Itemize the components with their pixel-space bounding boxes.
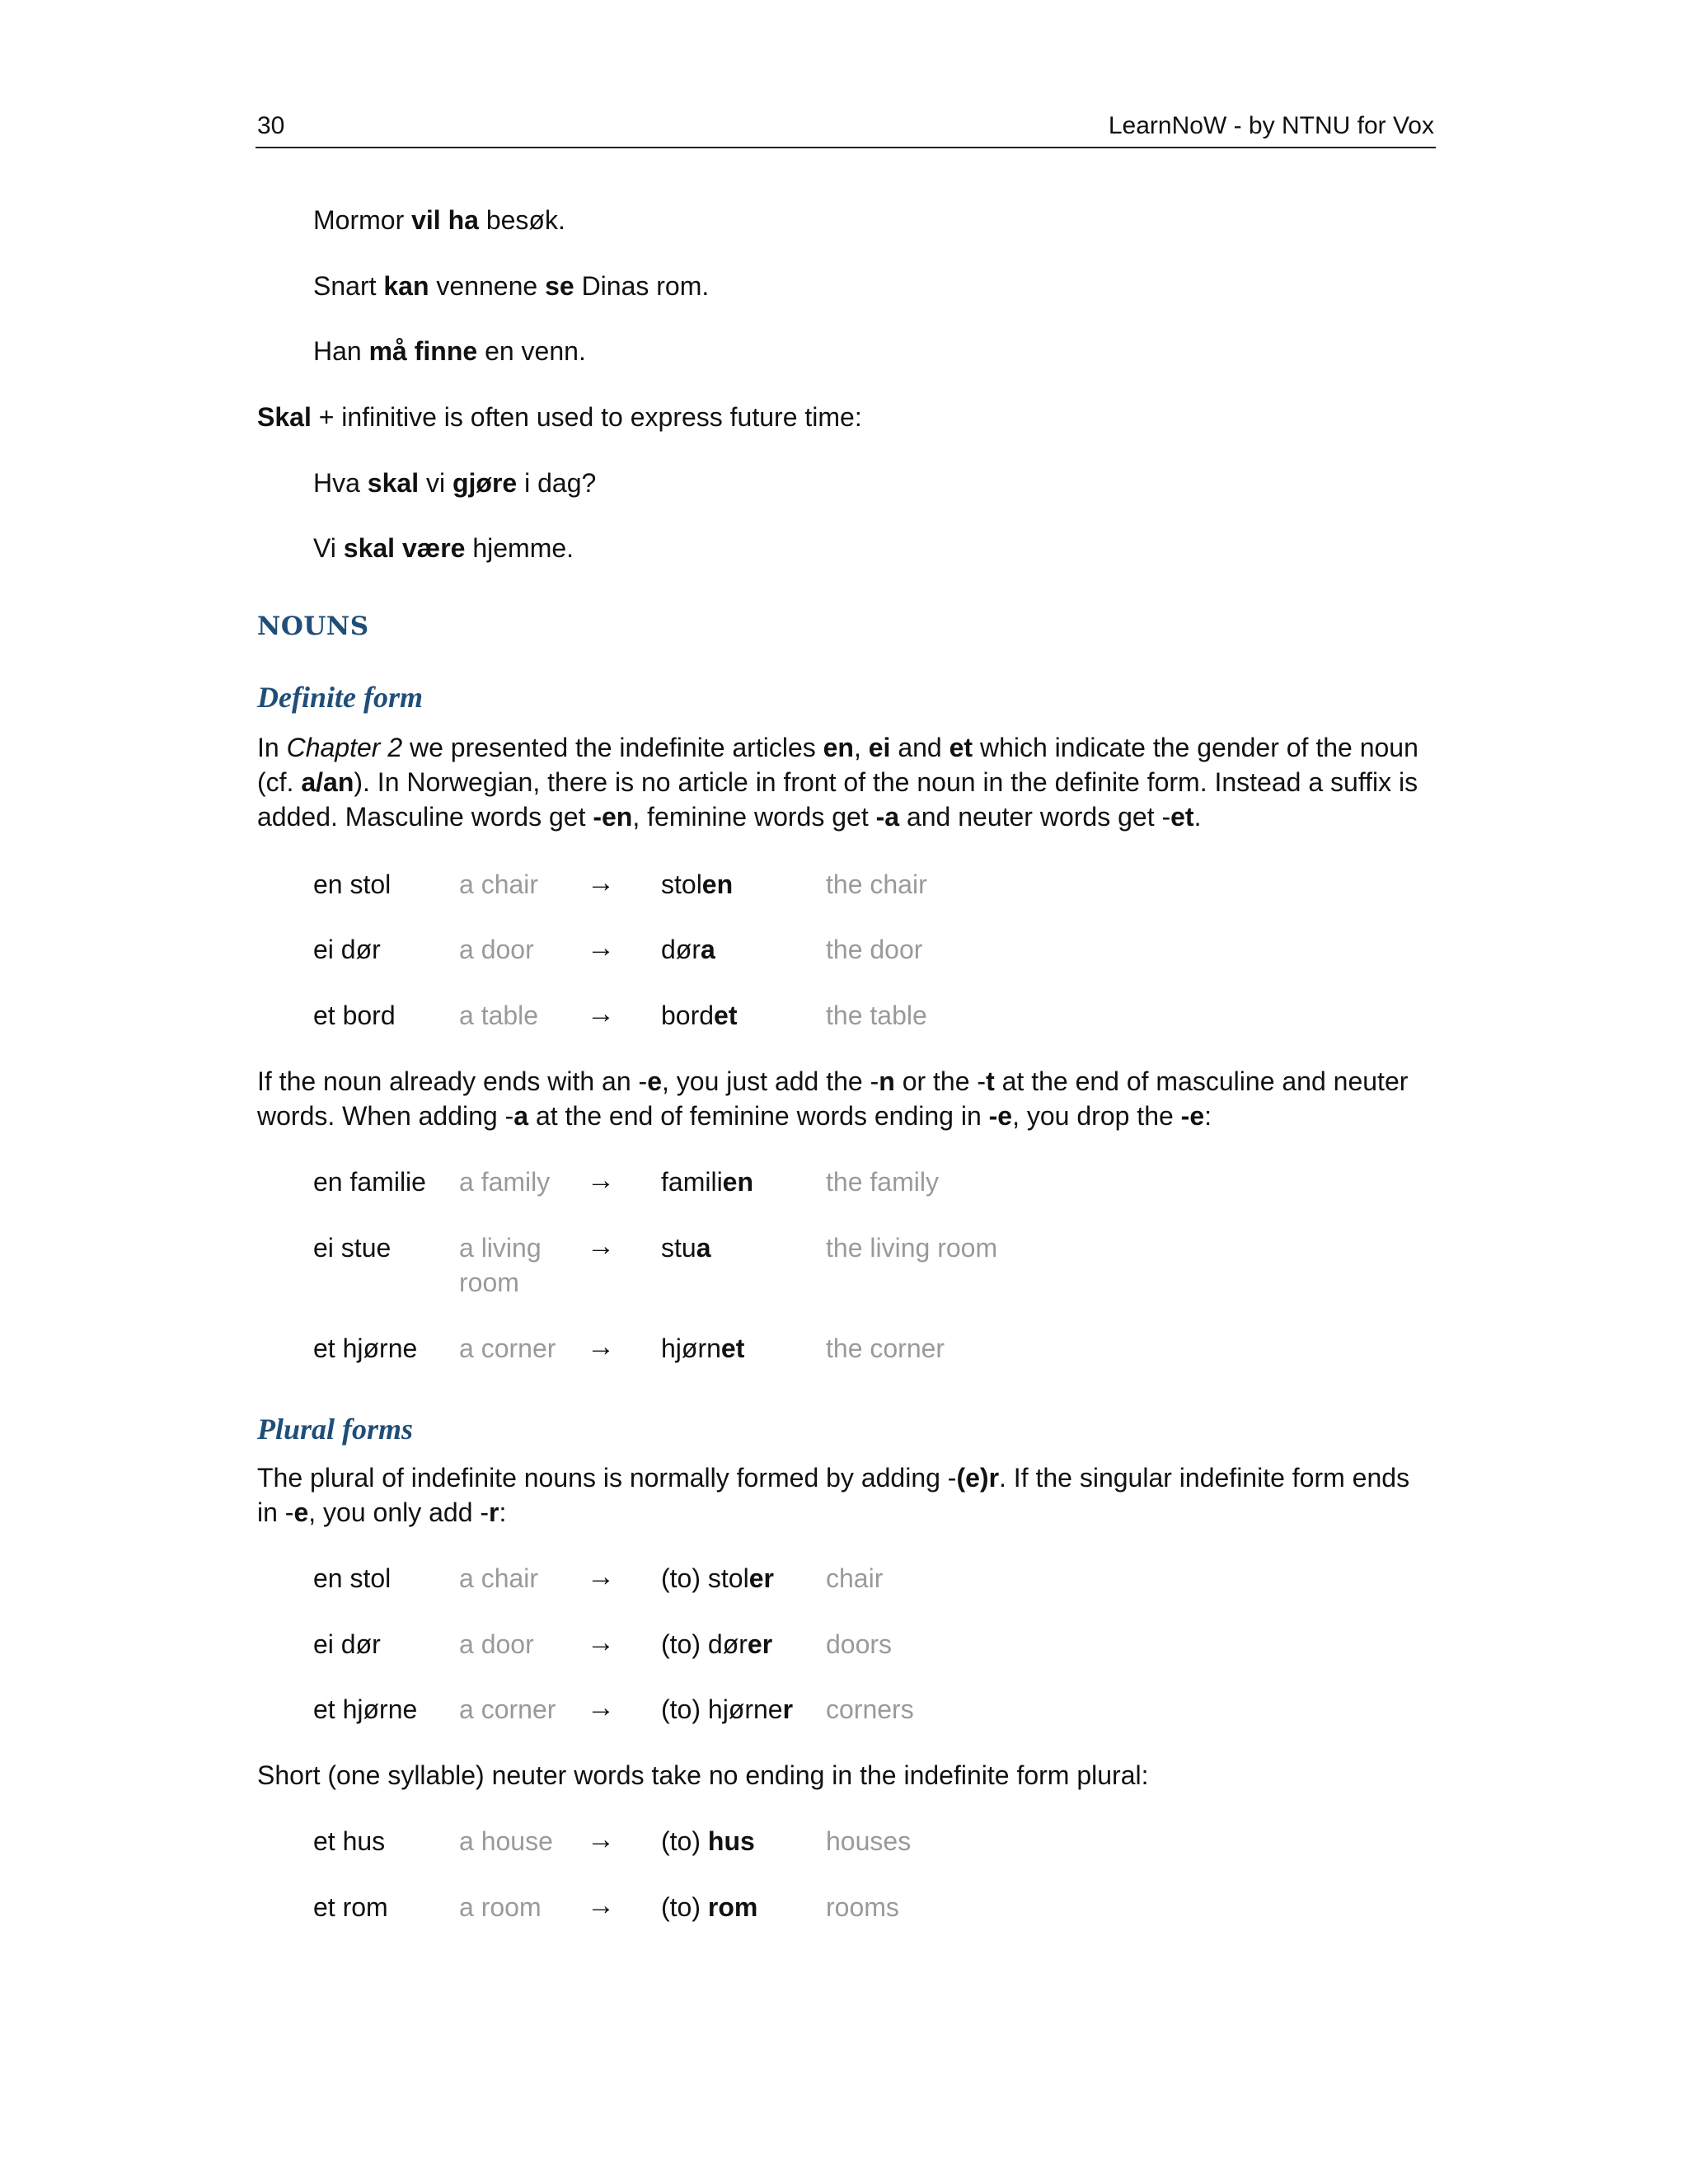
subsection-heading: Plural forms bbox=[257, 1413, 414, 1446]
table-row: et bord a table → bordet the table bbox=[313, 998, 927, 1030]
example-sentence: Han må finne en venn. bbox=[313, 336, 586, 366]
paragraph: The plural of indefinite nouns is normally formed by adding -(e)r. If the singular indefinite form ends in -e, you only add -r: bbox=[257, 1463, 1410, 1527]
arrow-icon: → bbox=[587, 1331, 615, 1362]
arrow-icon: → bbox=[587, 1561, 615, 1592]
example-sentence: Vi skal være hjemme. bbox=[313, 533, 574, 563]
table-row: en stol a chair → (to) stoler chair bbox=[313, 1561, 884, 1593]
arrow-icon: → bbox=[587, 1627, 615, 1658]
section-title: NOUNS bbox=[257, 612, 369, 641]
example-sentence: Snart kan vennene se Dinas rom. bbox=[313, 271, 710, 301]
arrow-icon: → bbox=[587, 932, 615, 963]
arrow-icon: → bbox=[587, 1230, 615, 1262]
running-title: LearnNoW - by NTNU for Vox bbox=[1108, 112, 1434, 139]
arrow-icon: → bbox=[587, 867, 615, 898]
paragraph: If the noun already ends with an -e, you just add the -n or the -t at the end of masculine and neuter words. When adding -a at the end of feminine words ending in -e, you drop the -e: bbox=[257, 1066, 1409, 1131]
arrow-icon: → bbox=[587, 1824, 615, 1855]
table-row: ei dør a door → (to) dører doors bbox=[313, 1627, 893, 1659]
example-sentence: Mormor vil ha besøk. bbox=[313, 205, 565, 235]
skal-intro: Skal + infinitive is often used to express future time: bbox=[257, 402, 862, 432]
paragraph: In Chapter 2 we presented the indefinite articles en, ei and et which indicate the gender of the noun (cf. a/an). In Norwegian, there is no article in front of the noun in the definite form. Instead a suffix is added. Masculine words get -en, feminine words get -a and neuter words get -et. bbox=[257, 733, 1418, 832]
table-row: et hjørne a corner → (to) hjørner corners bbox=[313, 1692, 914, 1724]
table-row: et hus a house → (to) hus houses bbox=[313, 1824, 912, 1856]
page-number: 30 bbox=[257, 112, 285, 139]
table-row: ei dør a door → døra the door bbox=[313, 932, 923, 964]
subsection-heading: Definite form bbox=[257, 681, 423, 714]
arrow-icon: → bbox=[587, 1165, 615, 1196]
table-row: ei stue a living room → stua the living room bbox=[313, 1230, 998, 1297]
table-row: en familie a family → familien the family bbox=[313, 1165, 939, 1197]
arrow-icon: → bbox=[587, 1692, 615, 1723]
arrow-icon: → bbox=[587, 1890, 615, 1921]
page-header bbox=[256, 112, 1436, 148]
table-row: et rom a room → (to) rom rooms bbox=[313, 1890, 899, 1922]
paragraph: Short (one syllable) neuter words take no ending in the indefinite form plural: bbox=[257, 1760, 1149, 1790]
table-row: et hjørne a corner → hjørnet the corner bbox=[313, 1331, 945, 1363]
table-row: en stol a chair → stolen the chair bbox=[313, 867, 927, 899]
example-sentence: Hva skal vi gjøre i dag? bbox=[313, 468, 597, 498]
arrow-icon: → bbox=[587, 998, 615, 1029]
